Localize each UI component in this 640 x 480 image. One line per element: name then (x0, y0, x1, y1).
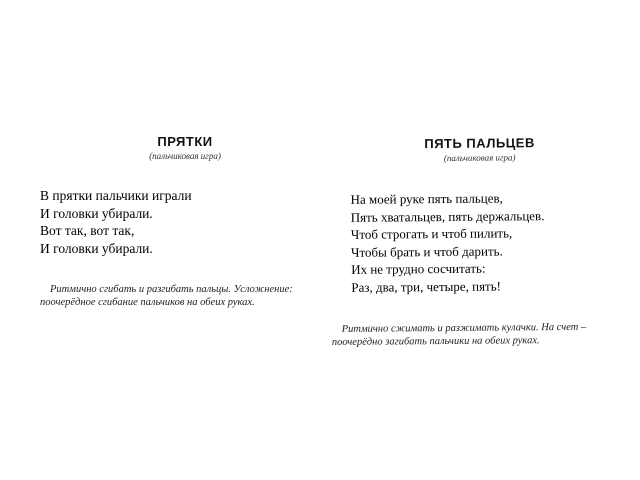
verse-line: И головки убирали. (40, 240, 153, 256)
poem-verse (40, 187, 320, 257)
verse-line: В прятки пальчики играли (40, 188, 192, 203)
verse-line: И головки убирали. (40, 205, 153, 221)
verse-line: Раз, два, три, четыре, пять! (351, 278, 502, 295)
verse-line: Пять хватальцев, пять держальцев. (350, 207, 545, 225)
poem-title: ПЯТЬ ПАЛЬЦЕВ (424, 135, 535, 152)
verse-line: Их не трудно сосчитать: (351, 260, 486, 277)
verse-line: Чтобы брать и чтоб дарить. (350, 242, 503, 260)
poem-instructions: Ритмично сжимать и разжимать кулачки. На счет – поочерёдно загибать пальчики на обеих руках. (331, 321, 587, 348)
verse-line: На моей руке пять пальцев, (350, 190, 503, 207)
poem-card-five-fingers (330, 135, 617, 349)
verse-line: Чтоб строгать и чтоб пилить, (350, 225, 513, 242)
poem-title: ПРЯТКИ (157, 134, 213, 149)
poem-instructions: Ритмично сгибать и разгибать пальцы. Усложнение: поочерёдное сгибание пальчиков на обеих руках. (40, 284, 293, 308)
poem-verse (330, 189, 616, 296)
verse-line: Вот так, вот так, (40, 223, 135, 238)
poem-card-hide-and-seek (40, 134, 320, 309)
poem-subtitle: (пальчиковая игра) (443, 152, 516, 164)
poem-subtitle: (пальчиковая игра) (149, 151, 221, 161)
